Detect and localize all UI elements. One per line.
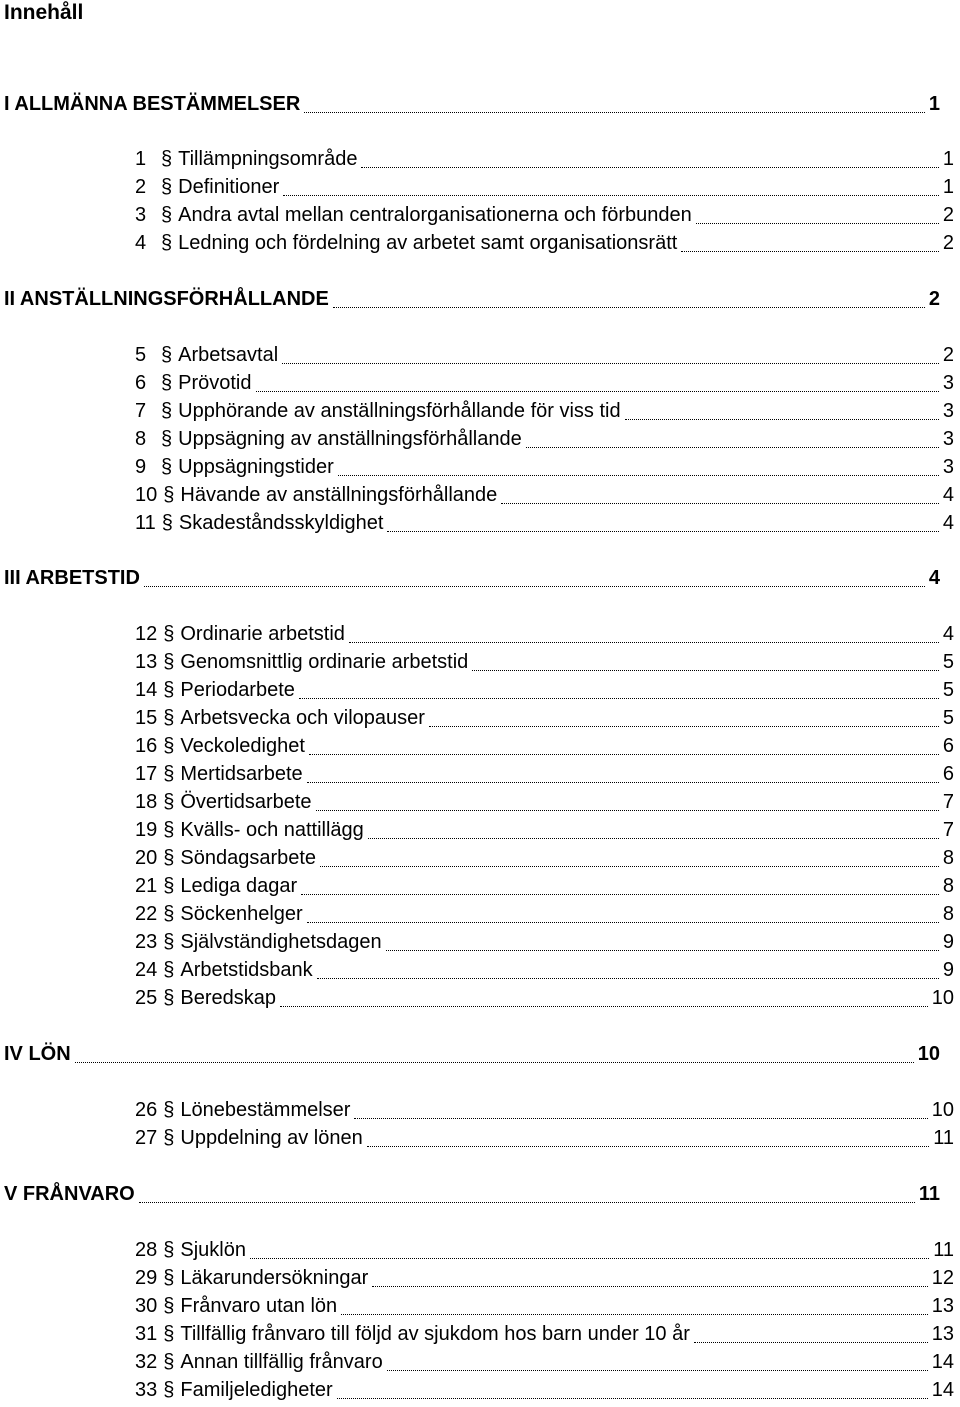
section-number: 8	[135, 428, 147, 450]
toc-chapter[interactable]	[4, 1181, 940, 1207]
section-label: Frånvaro utan lön	[180, 1295, 338, 1317]
section-label: Familjeledigheter	[180, 1379, 333, 1401]
section-label: Tillfällig frånvaro till följd av sjukdom hos barn under 10 år	[180, 1323, 690, 1345]
dot-leader	[349, 642, 939, 643]
dot-leader	[472, 670, 939, 671]
toc-chapter[interactable]	[4, 286, 940, 312]
section-number: 11	[135, 512, 156, 534]
section-page-number: 9	[942, 931, 954, 953]
dot-leader	[361, 167, 938, 168]
section-number: 27	[135, 1127, 158, 1149]
dot-leader	[333, 307, 925, 308]
section-number: 26	[135, 1099, 158, 1121]
dot-leader	[307, 922, 939, 923]
section-page-number: 3	[942, 372, 954, 394]
chapter-page-number: 11	[918, 1183, 940, 1205]
dot-leader	[341, 1314, 928, 1315]
toc-section[interactable]	[135, 873, 954, 899]
dot-leader	[681, 251, 939, 252]
section-page-number: 8	[942, 847, 954, 869]
section-label: Skadeståndsskyldighet	[178, 512, 384, 534]
dot-leader	[387, 531, 938, 532]
section-number: 24	[135, 959, 158, 981]
section-label: Uppdelning av lönen	[180, 1127, 363, 1149]
section-page-number: 2	[942, 204, 954, 226]
section-sign: §	[161, 232, 173, 254]
section-label: Tillämpningsområde	[178, 148, 358, 170]
section-sign: §	[163, 931, 175, 953]
dot-leader	[282, 363, 939, 364]
toc-section[interactable]	[135, 817, 954, 843]
section-label: Läkarundersökningar	[180, 1267, 369, 1289]
chapter-page-number: 2	[928, 288, 940, 310]
section-page-number: 4	[942, 512, 954, 534]
section-sign: §	[161, 204, 173, 226]
section-sign: §	[163, 735, 175, 757]
toc-section[interactable]	[135, 454, 954, 480]
dot-leader	[338, 475, 939, 476]
toc-section[interactable]	[135, 733, 954, 759]
section-number: 14	[135, 679, 158, 701]
section-sign: §	[163, 959, 175, 981]
toc-section[interactable]	[135, 761, 954, 787]
section-sign: §	[163, 819, 175, 841]
section-sign: §	[163, 623, 175, 645]
section-number: 33	[135, 1379, 158, 1401]
dot-leader	[301, 894, 939, 895]
dot-leader	[316, 810, 939, 811]
section-number: 12	[135, 623, 158, 645]
section-page-number: 7	[942, 819, 954, 841]
dot-leader	[429, 726, 939, 727]
chapter-label: IV LÖN	[4, 1043, 71, 1065]
toc-section[interactable]	[135, 621, 954, 647]
dot-leader	[75, 1062, 914, 1063]
toc-section[interactable]	[135, 510, 954, 536]
section-label: Uppsägningstider	[178, 456, 334, 478]
section-sign: §	[163, 651, 175, 673]
section-label: Sjuklön	[180, 1239, 246, 1261]
section-sign: §	[163, 1267, 175, 1289]
toc-section[interactable]	[135, 957, 954, 983]
toc-section[interactable]	[135, 705, 954, 731]
section-label: Andra avtal mellan centralorganisationerna och förbunden	[178, 204, 692, 226]
toc-section[interactable]	[135, 845, 954, 871]
section-sign: §	[163, 1099, 175, 1121]
section-label: Arbetsvecka och vilopauser	[180, 707, 425, 729]
section-sign: §	[163, 1379, 175, 1401]
toc-section[interactable]	[135, 1349, 954, 1375]
section-page-number: 11	[933, 1239, 954, 1261]
section-sign: §	[163, 1295, 175, 1317]
section-sign: §	[163, 1239, 175, 1261]
section-number: 1	[135, 148, 147, 170]
section-number: 28	[135, 1239, 158, 1261]
dot-leader	[144, 586, 925, 587]
dot-leader	[320, 866, 939, 867]
dot-leader	[256, 391, 939, 392]
section-label: Arbetsavtal	[178, 344, 279, 366]
section-page-number: 14	[931, 1379, 954, 1401]
section-label: Beredskap	[180, 987, 276, 1009]
toc-section[interactable]	[135, 789, 954, 815]
dot-leader	[280, 1006, 928, 1007]
section-page-number: 14	[931, 1351, 954, 1373]
section-sign: §	[163, 791, 175, 813]
section-page-number: 1	[942, 176, 954, 198]
dot-leader	[368, 838, 939, 839]
dot-leader	[526, 447, 939, 448]
toc-section[interactable]	[135, 649, 954, 675]
section-label: Genomsnittlig ordinarie arbetstid	[180, 651, 469, 673]
section-page-number: 4	[942, 484, 954, 506]
section-number: 7	[135, 400, 147, 422]
section-label: Lönebestämmelser	[180, 1099, 351, 1121]
toc-section[interactable]	[135, 146, 954, 172]
chapter-page-number: 4	[928, 567, 940, 589]
section-sign: §	[161, 512, 173, 534]
section-label: Mertidsarbete	[180, 763, 303, 785]
section-sign: §	[163, 847, 175, 869]
section-sign: §	[161, 176, 173, 198]
section-label: Ordinarie arbetstid	[180, 623, 345, 645]
section-number: 18	[135, 791, 158, 813]
dot-leader	[299, 698, 939, 699]
toc-section[interactable]	[135, 901, 954, 927]
section-label: Definitioner	[178, 176, 280, 198]
section-label: Söckenhelger	[180, 903, 303, 925]
section-label: Självständighetsdagen	[180, 931, 382, 953]
section-label: Övertidsarbete	[180, 791, 312, 813]
section-number: 2	[135, 176, 147, 198]
section-page-number: 8	[942, 875, 954, 897]
section-label: Prövotid	[178, 372, 252, 394]
section-page-number: 4	[942, 623, 954, 645]
toc-section[interactable]	[135, 929, 954, 955]
toc-section[interactable]	[135, 677, 954, 703]
section-number: 13	[135, 651, 158, 673]
section-label: Uppsägning av anställningsförhållande	[178, 428, 522, 450]
section-page-number: 2	[942, 232, 954, 254]
dot-leader	[367, 1146, 929, 1147]
dot-leader	[696, 223, 939, 224]
section-page-number: 12	[931, 1267, 954, 1289]
toc-section[interactable]	[135, 1097, 954, 1123]
section-label: Veckoledighet	[180, 735, 305, 757]
section-number: 16	[135, 735, 158, 757]
section-number: 19	[135, 819, 158, 841]
section-number: 25	[135, 987, 158, 1009]
section-number: 5	[135, 344, 147, 366]
section-sign: §	[161, 428, 173, 450]
dot-leader	[372, 1286, 927, 1287]
chapter-page-number: 10	[917, 1043, 940, 1065]
section-sign: §	[163, 707, 175, 729]
section-number: 3	[135, 204, 147, 226]
dot-leader	[337, 1398, 928, 1399]
section-label: Lediga dagar	[180, 875, 298, 897]
section-number: 29	[135, 1267, 158, 1289]
dot-leader	[309, 754, 939, 755]
section-page-number: 3	[942, 428, 954, 450]
section-sign: §	[161, 148, 173, 170]
section-page-number: 7	[942, 791, 954, 813]
toc-section[interactable]	[135, 398, 954, 424]
toc-section[interactable]	[135, 230, 954, 256]
section-page-number: 1	[942, 148, 954, 170]
section-page-number: 13	[931, 1295, 954, 1317]
chapter-label: V FRÅNVARO	[4, 1183, 135, 1205]
section-label: Ledning och fördelning av arbetet samt organisationsrätt	[178, 232, 678, 254]
chapter-label: I ALLMÄNNA BESTÄMMELSER	[4, 93, 301, 115]
section-page-number: 3	[942, 400, 954, 422]
dot-leader	[354, 1118, 927, 1119]
section-label: Söndagsarbete	[180, 847, 317, 869]
section-label: Arbetstidsbank	[180, 959, 313, 981]
section-page-number: 5	[942, 707, 954, 729]
dot-leader	[139, 1202, 915, 1203]
page-title: Innehåll	[4, 1, 84, 24]
dot-leader	[317, 978, 939, 979]
section-sign: §	[163, 484, 175, 506]
section-sign: §	[161, 372, 173, 394]
toc-section[interactable]	[135, 1321, 954, 1347]
section-page-number: 2	[942, 344, 954, 366]
section-number: 17	[135, 763, 158, 785]
toc-section[interactable]	[135, 1293, 954, 1319]
section-sign: §	[163, 875, 175, 897]
section-page-number: 8	[942, 903, 954, 925]
section-page-number: 6	[942, 735, 954, 757]
section-page-number: 10	[931, 1099, 954, 1121]
toc-section[interactable]	[135, 1265, 954, 1291]
toc-section[interactable]	[135, 202, 954, 228]
section-number: 23	[135, 931, 158, 953]
toc-section[interactable]	[135, 1237, 954, 1263]
section-sign: §	[163, 1127, 175, 1149]
section-number: 22	[135, 903, 158, 925]
section-sign: §	[161, 456, 173, 478]
section-page-number: 10	[931, 987, 954, 1009]
section-sign: §	[161, 400, 173, 422]
toc-section[interactable]	[135, 985, 954, 1011]
section-page-number: 5	[942, 651, 954, 673]
section-number: 4	[135, 232, 147, 254]
toc-section[interactable]	[135, 342, 954, 368]
section-number: 31	[135, 1323, 158, 1345]
section-number: 9	[135, 456, 147, 478]
section-number: 6	[135, 372, 147, 394]
dot-leader	[387, 1370, 928, 1371]
section-sign: §	[161, 344, 173, 366]
toc-section[interactable]	[135, 1377, 954, 1403]
chapter-label: II ANSTÄLLNINGSFÖRHÅLLANDE	[4, 288, 329, 310]
section-sign: §	[163, 987, 175, 1009]
toc-section[interactable]	[135, 482, 954, 508]
section-sign: §	[163, 763, 175, 785]
section-number: 15	[135, 707, 158, 729]
section-page-number: 6	[942, 763, 954, 785]
dot-leader	[250, 1258, 929, 1259]
section-number: 30	[135, 1295, 158, 1317]
section-number: 32	[135, 1351, 158, 1373]
dot-leader	[283, 195, 939, 196]
toc-chapter[interactable]	[4, 565, 940, 591]
section-page-number: 11	[933, 1127, 954, 1149]
section-label: Hävande av anställningsförhållande	[180, 484, 498, 506]
section-label: Kvälls- och nattillägg	[180, 819, 364, 841]
section-page-number: 9	[942, 959, 954, 981]
dot-leader	[304, 112, 925, 113]
section-number: 21	[135, 875, 158, 897]
section-page-number: 5	[942, 679, 954, 701]
toc-section[interactable]	[135, 370, 954, 396]
dot-leader	[386, 950, 939, 951]
section-page-number: 13	[931, 1323, 954, 1345]
toc-section[interactable]	[135, 1125, 954, 1151]
section-label: Upphörande av anställningsförhållande för viss tid	[178, 400, 621, 422]
chapter-label: III ARBETSTID	[4, 567, 140, 589]
section-number: 20	[135, 847, 158, 869]
section-sign: §	[163, 1351, 175, 1373]
dot-leader	[307, 782, 939, 783]
dot-leader	[694, 1342, 928, 1343]
dot-leader	[625, 419, 939, 420]
section-number: 10	[135, 484, 158, 506]
section-sign: §	[163, 903, 175, 925]
toc-section[interactable]	[135, 174, 954, 200]
toc-chapter[interactable]	[4, 91, 940, 117]
toc-chapter[interactable]	[4, 1041, 940, 1067]
chapter-page-number: 1	[928, 93, 940, 115]
section-sign: §	[163, 679, 175, 701]
section-page-number: 3	[942, 456, 954, 478]
section-sign: §	[163, 1323, 175, 1345]
toc-section[interactable]	[135, 426, 954, 452]
section-label: Periodarbete	[180, 679, 295, 701]
dot-leader	[501, 503, 939, 504]
section-label: Annan tillfällig frånvaro	[180, 1351, 383, 1373]
